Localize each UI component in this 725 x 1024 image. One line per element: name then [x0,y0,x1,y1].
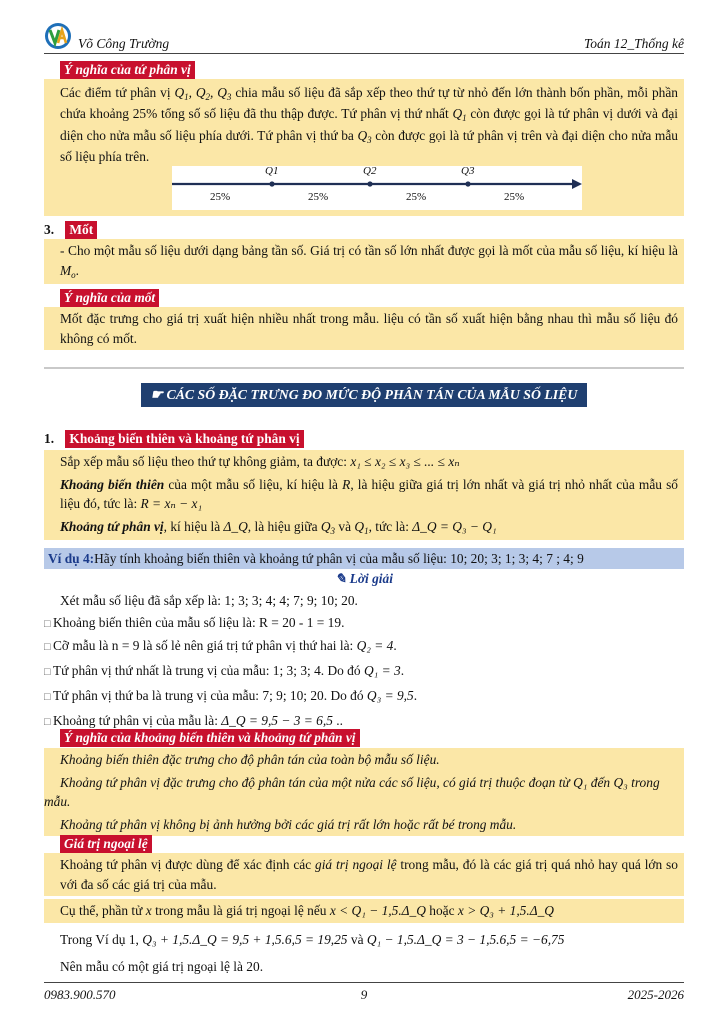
nl-seg-3: 25% [406,191,427,204]
solution-step-3 [44,636,684,656]
range-text-1: của một mẫu số liệu, kí hiệu là [168,476,339,492]
example-label: Ví dụ 4: [48,551,95,566]
mode-heading: Mốt [65,221,97,239]
outlier-p2-b: trong mẫu là giá trị ngoại lệ nếu [155,903,327,919]
header-course: Toán 12_Thống kê [583,36,684,51]
step-6-text: Khoảng tứ phân vị của mẫu là: [53,713,218,729]
step-2-text: Khoảng biến thiên của mẫu số liệu là: R = 20 - 1 = 19. [53,615,345,631]
nl-label-q3: Q3 [461,165,475,178]
mode-symbol-main: M [60,262,72,278]
mode-section [44,220,684,350]
qm-text-1: Các điểm tứ phân vị [60,85,171,101]
mode-definition: - Cho một mẫu số liệu dưới dạng bảng tần số. Giá trị có tần số lớn nhất được gọi là mốt của mẫu số liệu, kí hiệu là $M_o$. [44,239,684,283]
outlier-p2-f2: x > Q₃ + 1,5.Δ_Q [457,903,554,919]
step-3-text: Cỡ mẫu là n = 9 là số lẻ nên giá trị tứ phân vị thứ hai là: [53,638,354,654]
outlier-p2-a: Cụ thể, phần tử [60,903,143,919]
step-4-tail: . [400,663,405,679]
nl-label-q1: Q1 [265,165,279,178]
iqr-text-4: , tức là: [368,518,409,534]
range-definition [60,475,678,514]
mode-meaning-text: Mốt đặc trưng cho giá trị xuất hiện nhiều nhất trong mẫu. liệu có tần số xuất hiện bằng nhau thì mẫu số liệu đó không có mốt. [44,307,684,350]
solution-step-4 [44,661,684,681]
step-marker-icon: □ [44,618,51,631]
outlier-p2-f1: x < Q₁ − 1,5.Δ_Q [329,903,426,919]
outlier-section [44,834,684,977]
footer-page-number: 9 [360,987,368,1002]
dispersion-heading: Khoảng biến thiên và khoảng tứ phân vị [65,430,303,448]
example-text: Hãy tính khoảng biến thiên và khoảng tứ phân vị của mẫu số liệu: 10; 20; 3; 1; 3; 4; 7 ; 4; 9 [94,551,584,566]
quartile-number-line [60,166,678,210]
section-divider [44,367,684,369]
nl-seg-4: 25% [504,191,525,204]
hand-pointer-icon: ☛ [150,387,164,402]
step-5-text: Tứ phân vị thứ ba là trung vị của mẫu: 7; 9; 10; 20. Do đó [53,688,364,704]
qm-q123: $Q_1$, $Q_2$, $Q_3$ [174,85,232,103]
step-5-tail: . [413,688,418,704]
solution-step-1: Xét mẫu số liệu đã sắp xếp là: 1; 3; 3; 4; 4; 7; 9; 10; 20. [60,592,358,608]
outlier-p3-f2: Q₁ − 1,5.Δ_Q = 3 − 1,5.6,5 = −6,75 [366,931,565,947]
dispersion-definitions [44,450,684,539]
iqr-definition [60,517,678,538]
example-prompt [44,548,684,569]
qm-text-2: chia mẫu số liệu đã sắp xếp theo thứ tự từ nhỏ đến lớn thành bốn phần, mỗi phần chứa khoảng [60,85,678,122]
dispersion-heading-num: 1. [44,431,55,446]
header-author: Võ Công Trường [78,36,170,51]
dispersion-banner [141,383,588,407]
outlier-p3 [44,930,684,949]
qm-text-3: tổng số số liệu đã thu thập được. Tứ phân vị thứ nhất [160,106,449,122]
iqr-q1: $Q_1$ [354,518,369,536]
mode-heading-num: 3. [44,222,55,237]
va-logo-icon [44,22,72,50]
outlier-p1-b: trong mẫu, đó là các giá trị quá nhỏ hay quá lớn so với đa số các giá trị của mẫu. [60,857,678,892]
quartile-meaning-text [44,79,684,216]
qm-q3: $Q_3$ [357,127,372,145]
quartile-meaning-title: Ý nghĩa của tứ phân vị [60,61,195,79]
range-meaning-section [44,728,684,836]
iqr-text-2: , là hiệu giữa [247,518,318,534]
rm-p1: Khoảng biến thiên đặc trưng cho độ phân tán của toàn bộ mẫu số liệu. [60,752,440,768]
outlier-p3-f1: Q₃ + 1,5.Δ_Q = 9,5 + 1,5.6,5 = 19,25 [142,931,348,947]
outlier-p2-c: hoặc [429,903,455,919]
iqr-text-1: , kí hiệu là [163,518,221,534]
page-header [44,22,684,54]
step-3-tail: . [393,638,397,654]
range-term: Khoảng biến thiên [60,476,165,492]
sort-line [60,452,678,471]
iqr-symbol: Δ_Q [223,518,248,534]
iqr-formula: Δ_Q = Q₃ − Q₁ [412,518,497,534]
rm-p3: Khoảng tứ phân vị không bị ảnh hưởng bởi các giá trị rất lớn hoặc rất bé trong mẫu. [60,816,517,832]
outlier-p2-x: x [145,903,152,919]
sort-formula: x₁ ≤ x₂ ≤ x₃ ≤ ... ≤ xₙ [350,454,460,470]
mode-symbol-sub: o [71,269,76,280]
range-meaning-title: Ý nghĩa của khoảng biến thiên và khoảng tứ phân vị [60,729,360,747]
step-3-formula: Q₂ = 4 [356,638,394,654]
outlier-p1-term: giá trị ngoại lệ [315,857,397,873]
outlier-p3-b: và [350,931,364,947]
solution-step-2 [44,613,684,633]
sort-text: Sắp xếp mẫu số liệu theo thứ tự không giảm, ta được: [60,454,347,470]
mode-meaning-title: Ý nghĩa của mốt [60,289,159,307]
step-marker-icon: □ [44,716,51,729]
iqr-text-3: và [338,518,352,534]
range-formula: R = xₙ − x₁ [140,496,203,512]
step-marker-icon: □ [44,691,51,704]
range-symbol: R [342,476,351,492]
nl-seg-2: 25% [308,191,329,204]
outlier-p1 [44,853,684,896]
iqr-q3: $Q_3$ [320,518,336,536]
qm-text-4: còn được gọi là tứ phân vị dưới và đại diện cho nửa mẫu số liệu phía dưới. Tứ phân vị thứ ba [60,106,678,143]
step-4-formula: Q₁ = 3 [363,663,401,679]
mode-def-text: - Cho một mẫu số liệu dưới dạng bảng tần số. Giá trị có tần số lớn nhất được gọi là mốt của mẫu số liệu, kí hiệu là [60,243,678,259]
outlier-p4: Nên mẫu có một giá trị ngoại lệ là 20. [60,959,264,975]
rm-p2: Khoảng tứ phân vị đặc trưng cho độ phân tán của một nửa các số liệu, có giá trị thuộc đoạn từ Q₁ đến Q₃ trong mẫu. [44,774,660,810]
nl-label-q2: Q2 [363,165,377,178]
outlier-title: Giá trị ngoại lệ [60,835,152,853]
outlier-p2 [44,899,684,922]
range-text-2: , là hiệu giữa giá trị lớn nhất và giá trị nhỏ nhất của mẫu số liệu đó, tức là: [60,476,678,512]
step-marker-icon: □ [44,641,51,654]
footer-year: 2025-2026 [627,987,684,1002]
solution-title-text: Lời giải [349,571,393,587]
dispersion-section [44,383,684,540]
qm-percent: 25% [132,106,158,122]
range-meaning-text [44,748,684,836]
step-6-tail: .. [332,713,343,729]
dispersion-banner-text: CÁC SỐ ĐẶC TRƯNG ĐO MỨC ĐỘ PHÂN TÁN CỦA MẪU SỐ LIỆU [166,387,578,402]
footer-phone: 0983.900.570 [44,987,116,1002]
page-footer [44,982,684,1005]
example-section [44,548,684,731]
pencil-icon: ✎ [335,571,347,587]
nl-seg-1: 25% [210,191,231,204]
step-6-formula: Δ_Q = 9,5 − 3 = 6,5 [221,713,333,729]
iqr-term: Khoảng tứ phân vị [60,518,164,534]
outlier-p1-a: Khoảng tứ phân vị được dùng để xác định các [60,857,312,873]
step-4-text: Tứ phân vị thứ nhất là trung vị của mẫu: 1; 3; 3; 4. Do đó [53,663,361,679]
qm-q1: $Q_1$ [452,106,467,124]
solution-title [44,569,684,588]
mode-symbol [60,263,76,278]
step-5-formula: Q₃ = 9,5 [366,688,414,704]
quartile-meaning-section [44,60,684,216]
solution-step-5 [44,686,684,706]
step-marker-icon: □ [44,666,51,679]
outlier-p3-a: Trong Ví dụ 1, [60,931,139,947]
qm-text-5: còn được gọi là tứ phân vị trên và đại diện cho nửa mẫu số liệu phía trên. [60,127,678,164]
